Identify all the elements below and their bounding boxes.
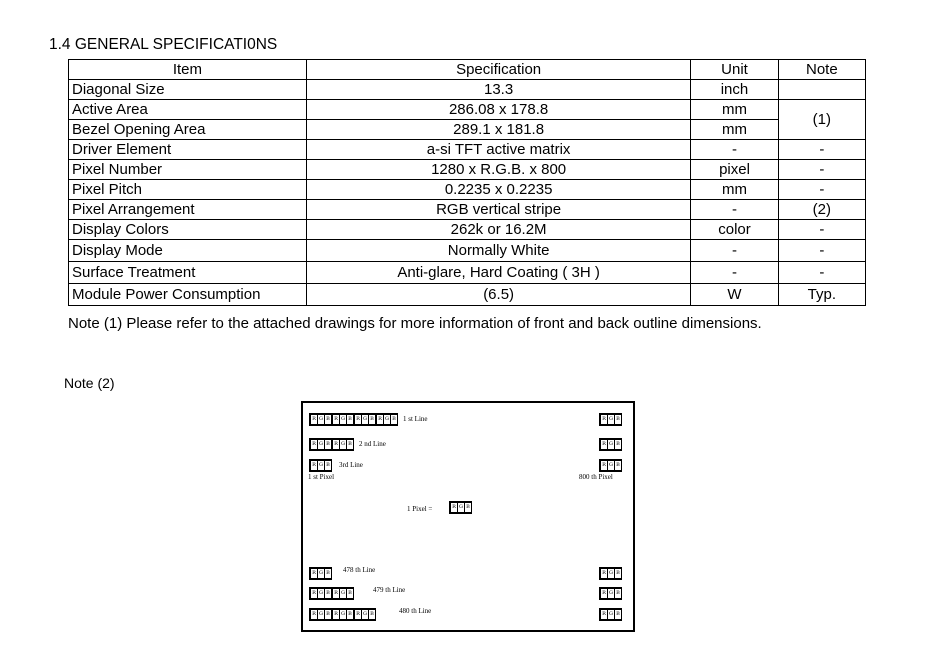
subpixel-b: B [346, 588, 354, 599]
table-row [69, 100, 866, 120]
row-unit: W [691, 284, 778, 306]
subpixel-b: B [614, 568, 622, 579]
line-3-pixels [309, 459, 331, 472]
row-spec: 0.2235 x 0.2235 [306, 180, 690, 200]
row-note: - [778, 220, 865, 240]
header-note: Note [778, 60, 865, 80]
row-spec: 289.1 x 181.8 [306, 120, 690, 140]
line-2-pixels [309, 438, 353, 451]
row-note: - [778, 262, 865, 284]
subpixel-r: R [310, 568, 318, 579]
row-unit: mm [691, 100, 778, 120]
right-column-pixel [599, 438, 621, 451]
subpixel-g: G [361, 609, 369, 620]
table-row [69, 160, 866, 180]
row-unit: inch [691, 80, 778, 100]
right-column-pixel [599, 587, 621, 600]
subpixel-b: B [346, 439, 354, 450]
row-unit: color [691, 220, 778, 240]
rgb-pixel [375, 413, 398, 426]
table-row [69, 262, 866, 284]
subpixel-r: R [450, 502, 458, 513]
rgb-pixel [353, 608, 376, 621]
table-row [69, 284, 866, 306]
rgb-pixel [599, 413, 622, 426]
row-item: Pixel Arrangement [69, 200, 307, 220]
line-480-pixels [309, 608, 375, 621]
line-1-pixels [309, 413, 397, 426]
row-note [778, 80, 865, 100]
subpixel-r: R [332, 588, 340, 599]
row-unit: mm [691, 180, 778, 200]
row-spec: (6.5) [306, 284, 690, 306]
row-unit: mm [691, 120, 778, 140]
label-line-480: 480 th Line [399, 607, 432, 615]
rgb-pixel [331, 413, 354, 426]
subpixel-r: R [354, 609, 362, 620]
row-note: (1) [778, 100, 865, 140]
subpixel-r: R [310, 609, 318, 620]
subpixel-g: G [317, 414, 325, 425]
subpixel-r: R [376, 414, 384, 425]
table-row [69, 220, 866, 240]
table-row [69, 140, 866, 160]
label-line-479: 479 th Line [373, 586, 406, 594]
rgb-pixel [331, 587, 354, 600]
row-item: Surface Treatment [69, 262, 307, 284]
subpixel-g: G [317, 588, 325, 599]
rgb-pixel [353, 413, 376, 426]
row-spec: 286.08 x 178.8 [306, 100, 690, 120]
subpixel-r: R [310, 588, 318, 599]
rgb-pixel [599, 459, 622, 472]
subpixel-g: G [317, 460, 325, 471]
subpixel-b: B [324, 588, 332, 599]
label-one-pixel: 1 Pixel = [407, 505, 433, 513]
row-unit: - [691, 240, 778, 262]
table-header-row [69, 60, 866, 80]
rgb-pixel [599, 587, 622, 600]
row-item: Active Area [69, 100, 307, 120]
subpixel-g: G [317, 568, 325, 579]
row-item: Display Mode [69, 240, 307, 262]
subpixel-r: R [600, 439, 608, 450]
subpixel-g: G [339, 414, 347, 425]
subpixel-r: R [310, 460, 318, 471]
right-column-pixel [599, 459, 621, 472]
rgb-pixel [599, 608, 622, 621]
subpixel-b: B [324, 609, 332, 620]
table-row [69, 180, 866, 200]
subpixel-r: R [310, 439, 318, 450]
subpixel-b: B [390, 414, 398, 425]
subpixel-g: G [361, 414, 369, 425]
subpixel-b: B [324, 414, 332, 425]
rgb-pixel [309, 567, 332, 580]
subpixel-g: G [339, 609, 347, 620]
subpixel-g: G [607, 439, 615, 450]
row-note: - [778, 240, 865, 262]
row-item: Bezel Opening Area [69, 120, 307, 140]
label-line-2: 2 nd Line [359, 440, 386, 448]
subpixel-r: R [332, 439, 340, 450]
row-item: Display Colors [69, 220, 307, 240]
note-1: Note (1) Please refer to the attached drawings for more information of front and back outline dimensions. [68, 315, 762, 332]
row-item: Driver Element [69, 140, 307, 160]
subpixel-b: B [324, 568, 332, 579]
subpixel-b: B [614, 588, 622, 599]
row-item: Diagonal Size [69, 80, 307, 100]
subpixel-g: G [607, 568, 615, 579]
row-note: Typ. [778, 284, 865, 306]
subpixel-b: B [614, 414, 622, 425]
subpixel-b: B [614, 609, 622, 620]
subpixel-g: G [339, 588, 347, 599]
subpixel-g: G [607, 588, 615, 599]
row-note: - [778, 140, 865, 160]
row-spec: a-si TFT active matrix [306, 140, 690, 160]
row-spec: 1280 x R.G.B. x 800 [306, 160, 690, 180]
label-line-478: 478 th Line [343, 566, 376, 574]
rgb-pixel [331, 438, 354, 451]
subpixel-r: R [600, 609, 608, 620]
subpixel-r: R [600, 588, 608, 599]
subpixel-b: B [324, 460, 332, 471]
rgb-pixel [309, 459, 332, 472]
subpixel-r: R [332, 414, 340, 425]
subpixel-g: G [339, 439, 347, 450]
subpixel-r: R [332, 609, 340, 620]
table-row [69, 80, 866, 100]
table-row [69, 200, 866, 220]
row-unit: pixel [691, 160, 778, 180]
rgb-pixel [599, 438, 622, 451]
subpixel-b: B [614, 439, 622, 450]
rgb-pixel [331, 608, 354, 621]
subpixel-g: G [317, 439, 325, 450]
note-2-title: Note (2) [64, 375, 115, 391]
subpixel-g: G [607, 414, 615, 425]
row-spec: 262k or 16.2M [306, 220, 690, 240]
subpixel-r: R [310, 414, 318, 425]
row-unit: - [691, 262, 778, 284]
label-line-3: 3rd Line [339, 461, 363, 469]
row-item: Pixel Number [69, 160, 307, 180]
header-specification: Specification [306, 60, 690, 80]
row-item: Pixel Pitch [69, 180, 307, 200]
rgb-pixel [309, 413, 332, 426]
subpixel-g: G [607, 460, 615, 471]
subpixel-b: B [614, 460, 622, 471]
subpixel-b: B [324, 439, 332, 450]
line-478-pixels [309, 567, 331, 580]
subpixel-r: R [600, 568, 608, 579]
subpixel-r: R [600, 414, 608, 425]
row-note: - [778, 180, 865, 200]
label-line-1: 1 st Line [403, 415, 428, 423]
row-unit: - [691, 140, 778, 160]
label-last-pixel: 800 th Pixel [579, 473, 613, 481]
right-column-pixel [599, 413, 621, 426]
subpixel-b: B [464, 502, 472, 513]
one-pixel-example [449, 501, 471, 514]
row-note: - [778, 160, 865, 180]
row-spec: Anti-glare, Hard Coating ( 3H ) [306, 262, 690, 284]
row-note: (2) [778, 200, 865, 220]
rgb-pixel [309, 587, 332, 600]
subpixel-b: B [346, 609, 354, 620]
subpixel-g: G [607, 609, 615, 620]
row-item: Module Power Consumption [69, 284, 307, 306]
header-unit: Unit [691, 60, 778, 80]
rgb-pixel [449, 501, 472, 514]
subpixel-b: B [368, 609, 376, 620]
rgb-pixel [309, 608, 332, 621]
row-spec: RGB vertical stripe [306, 200, 690, 220]
row-spec: 13.3 [306, 80, 690, 100]
subpixel-r: R [600, 460, 608, 471]
subpixel-r: R [354, 414, 362, 425]
subpixel-b: B [368, 414, 376, 425]
rgb-pixel [309, 438, 332, 451]
right-column-pixel [599, 567, 621, 580]
right-column-pixel [599, 608, 621, 621]
section-title: 1.4 GENERAL SPECIFICATI0NS [49, 36, 278, 53]
row-unit: - [691, 200, 778, 220]
subpixel-g: G [457, 502, 465, 513]
pixel-arrangement-diagram [301, 401, 635, 632]
subpixel-g: G [383, 414, 391, 425]
table-row [69, 240, 866, 262]
line-479-pixels [309, 587, 353, 600]
table-row [69, 120, 866, 140]
header-item: Item [69, 60, 307, 80]
specifications-table [68, 59, 866, 306]
subpixel-g: G [317, 609, 325, 620]
rgb-pixel [599, 567, 622, 580]
row-spec: Normally White [306, 240, 690, 262]
label-first-pixel: 1 st Pixel [308, 473, 335, 481]
subpixel-b: B [346, 414, 354, 425]
